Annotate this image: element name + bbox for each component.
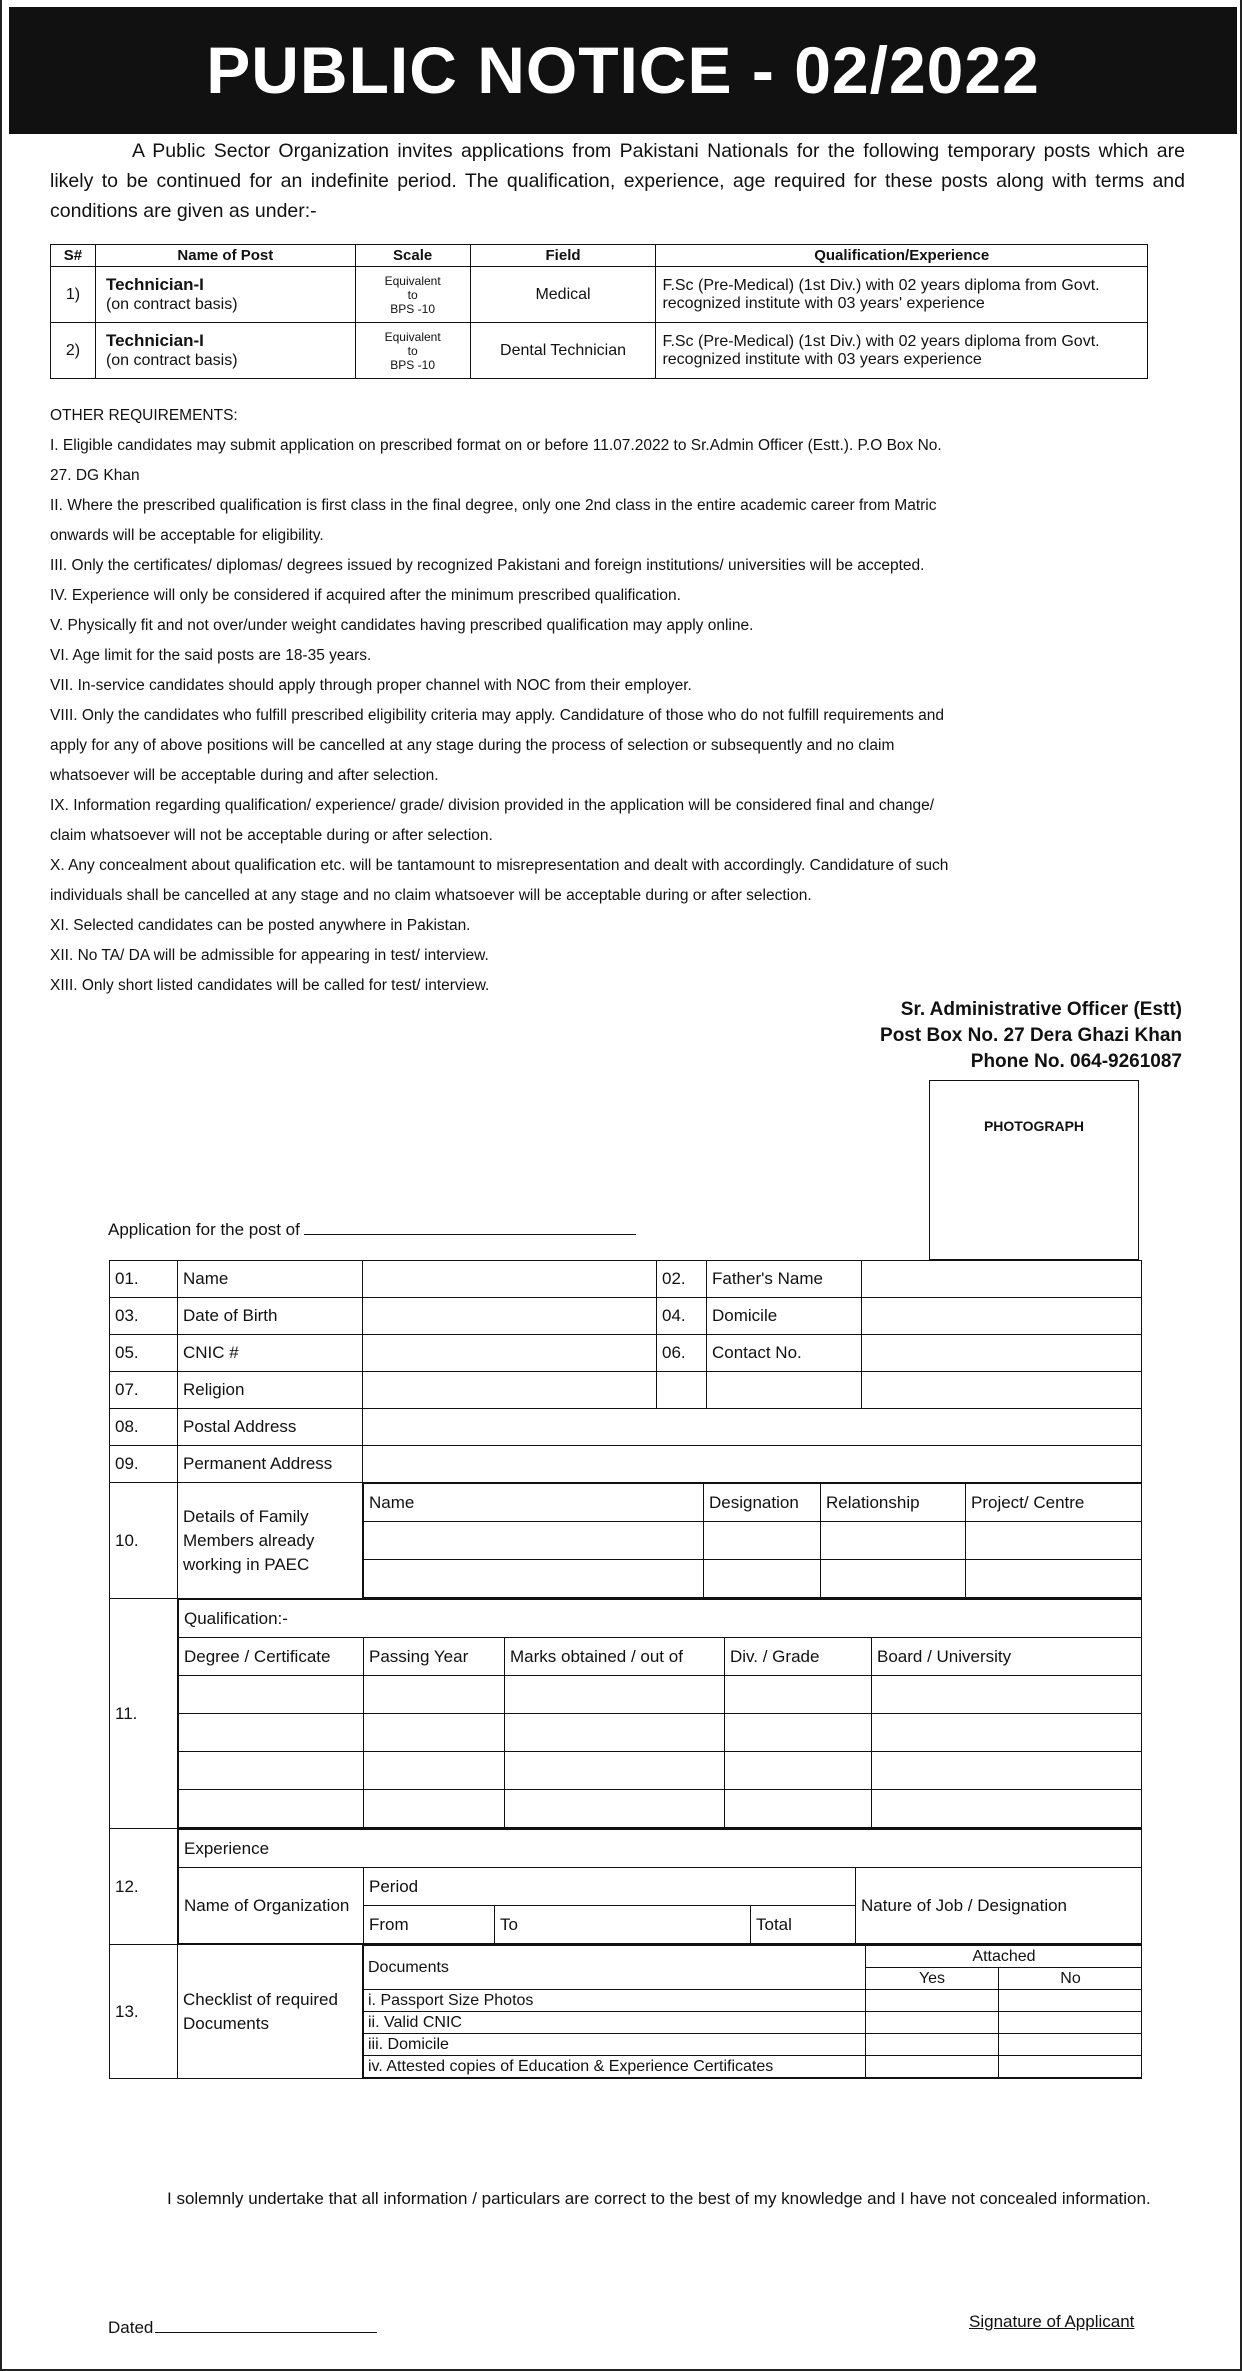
requirement-line: II. Where the prescribed qualification is first class in the final degree, only one 2nd class in the entire academic career from Matric [50,497,937,514]
qual-input-cell[interactable] [505,1676,725,1714]
posts-table [50,244,1148,379]
family-header-designation: Designation [704,1484,821,1522]
posts-header-sno: S# [51,245,96,267]
permanent-address-label: Permanent Address [178,1446,363,1483]
address-line-1: Sr. Administrative Officer (Estt) [900,999,1182,1020]
post-name: Technician-I [105,331,204,350]
posts-header-row [51,245,1148,267]
qualification-table [178,1599,1142,1828]
row-number: 04. [657,1298,707,1335]
requirement-line: VI. Age limit for the said posts are 18-35 years. [50,647,372,664]
doc-no-box[interactable] [999,2012,1142,2034]
row-number: 13. [110,1945,178,2079]
row-number: 10. [110,1483,178,1599]
requirement-line: XII. No TA/ DA will be admissible for appearing in test/ interview. [50,947,489,964]
requirement-line: X. Any concealment about qualification etc. will be tantamount to misrepresentation and dealt with accordingly. Candidature of such [50,857,949,874]
doc-yes-box[interactable] [866,2056,999,2078]
religion-input[interactable] [363,1372,657,1409]
qual-input-cell[interactable] [725,1676,872,1714]
family-input-cell[interactable] [821,1560,966,1598]
post-scale-cell [355,323,470,379]
postal-address-input[interactable] [363,1409,1142,1446]
address-line-2: Post Box No. 27 Dera Ghazi Khan [880,1025,1182,1046]
posts-header-field: Field [470,245,656,267]
qual-input-cell[interactable] [364,1790,505,1828]
cnic-label: CNIC # [178,1335,363,1372]
row-number: 12. [110,1829,178,1945]
post-sno: 2) [51,323,96,379]
qual-header-board: Board / University [872,1638,1142,1676]
empty-cell [657,1372,707,1409]
doc-yes-box[interactable] [866,2034,999,2056]
postal-address-label: Postal Address [178,1409,363,1446]
post-basis: (on contract basis) [105,296,238,313]
requirement-line: IV. Experience will only be considered if acquired after the minimum prescribed qualification. [50,587,681,604]
post-qualification: F.Sc (Pre-Medical) (1st Div.) with 02 years diploma from Govt. recognized institute with 03 years experience [656,323,1148,379]
requirement-line: claim whatsoever will not be acceptable during or after selection. [50,827,493,844]
requirement-line: apply for any of above positions will be cancelled at any stage during the process of selection or subsequently and no claim [50,737,895,754]
application-post-field[interactable] [108,1220,636,1240]
qual-input-cell[interactable] [364,1752,505,1790]
form-row [110,1298,1142,1335]
qual-input-cell[interactable] [872,1790,1142,1828]
qual-input-cell[interactable] [179,1714,364,1752]
domicile-label: Domicile [707,1298,862,1335]
father-name-label: Father's Name [707,1261,862,1298]
family-input-cell[interactable] [364,1560,704,1598]
post-scale-top: Equivalent [384,273,441,288]
qual-input-cell[interactable] [364,1676,505,1714]
post-scale-mid: to [407,343,418,358]
form-row [110,1446,1142,1483]
permanent-address-input[interactable] [363,1446,1142,1483]
cnic-input[interactable] [363,1335,657,1372]
post-scale-bottom: BPS -10 [390,301,435,316]
row-number: 08. [110,1409,178,1446]
post-name-cell [95,267,355,323]
requirement-line: XI. Selected candidates can be posted anywhere in Pakistan. [50,917,471,934]
requirement-line: whatsoever will be acceptable during and after selection. [50,767,439,784]
family-input-cell[interactable] [966,1522,1142,1560]
qual-input-cell[interactable] [364,1714,505,1752]
requirement-line: VIII. Only the candidates who fulfill prescribed eligibility criteria may apply. Candidature of those who do not fulfill requirements and [50,707,945,724]
post-scale-mid: to [407,287,418,302]
contact-input[interactable] [862,1335,1142,1372]
period-label: Period [364,1868,856,1906]
posts-header-name: Name of Post [95,245,355,267]
qual-input-cell[interactable] [872,1752,1142,1790]
document-item: iii. Domicile [364,2034,866,2056]
form-row [110,1409,1142,1446]
empty-cell [707,1372,862,1409]
qual-header-marks: Marks obtained / out of [505,1638,725,1676]
requirements-section [50,401,1190,1001]
experience-table [178,1829,1142,1944]
no-label: No [999,1968,1142,1990]
empty-cell [862,1372,1142,1409]
post-field: Dental Technician [470,323,656,379]
qualification-table-cell [178,1599,1142,1829]
name-input[interactable] [363,1261,657,1298]
family-input-cell[interactable] [704,1560,821,1598]
dob-input[interactable] [363,1298,657,1335]
row-number: 01. [110,1261,178,1298]
qual-input-cell[interactable] [872,1676,1142,1714]
requirement-line: onwards will be acceptable for eligibility. [50,527,324,544]
photograph-label: PHOTOGRAPH [983,1118,1085,1134]
qual-input-cell[interactable] [179,1752,364,1790]
posts-header-scale: Scale [355,245,470,267]
organization-label: Name of Organization [179,1868,364,1944]
post-scale-bottom: BPS -10 [390,357,435,372]
religion-label: Religion [178,1372,363,1409]
doc-no-box[interactable] [999,1990,1142,2012]
form-row-family [110,1483,1142,1599]
family-header-project: Project/ Centre [966,1484,1142,1522]
qual-input-cell[interactable] [505,1752,725,1790]
intro-paragraph: A Public Sector Organization invites applications from Pakistani Nationals for the following temporary posts which are likely to be continued for an indefinite period. The qualification, experience, age required for these posts along with terms and conditions are given as under:- [50,140,1185,222]
requirement-line: V. Physically fit and not over/under weight candidates having prescribed qualification may apply online. [50,617,754,634]
name-label: Name [178,1261,363,1298]
table-row [51,323,1148,379]
qualification-label: Qualification:- [179,1600,1142,1638]
form-row [110,1335,1142,1372]
application-post-label: Application for the post of [108,1220,300,1239]
doc-yes-box[interactable] [866,1990,999,2012]
dated-label: Dated [108,2318,154,2337]
experience-label: Experience [179,1830,1142,1868]
qual-input-cell[interactable] [179,1790,364,1828]
family-members-table-cell [363,1483,1142,1599]
qual-input-cell[interactable] [725,1790,872,1828]
application-form [109,1260,1142,2079]
contact-label: Contact No. [707,1335,862,1372]
form-row [110,1372,1142,1409]
attached-label: Attached [866,1946,1142,1968]
address-line-3: Phone No. 064-9261087 [970,1051,1182,1072]
row-number: 05. [110,1335,178,1372]
qual-input-cell[interactable] [179,1676,364,1714]
form-row-checklist [110,1945,1142,2079]
document-item: iv. Attested copies of Education & Experience Certificates [364,2056,866,2078]
form-row [110,1261,1142,1298]
row-number: 03. [110,1298,178,1335]
document-item: i. Passport Size Photos [364,1990,866,2012]
post-qualification: F.Sc (Pre-Medical) (1st Div.) with 02 years diploma from Govt. recognized institute with 03 years' experience [656,267,1148,323]
to-label[interactable]: To [495,1906,751,1944]
post-name-cell [95,323,355,379]
checklist-label: Checklist of required Documents [178,1945,363,2079]
documents-label: Documents [364,1946,866,1990]
domicile-input[interactable] [862,1298,1142,1335]
qual-header-grade: Div. / Grade [725,1638,872,1676]
requirement-line: I. Eligible candidates may submit application on prescribed format on or before 11.07.2022 to Sr.Admin Officer (Estt.). P.O Box No. [50,437,942,454]
nature-of-job-label: Nature of Job / Designation [856,1868,1142,1944]
row-number: 11. [110,1599,178,1829]
undertaking-text: I solemnly undertake that all information / particulars are correct to the best of my knowledge and I have not concealed information. [167,2189,1151,2208]
family-input-cell[interactable] [704,1522,821,1560]
total-label[interactable]: Total [751,1906,856,1944]
family-input-cell[interactable] [821,1522,966,1560]
doc-no-box[interactable] [999,2056,1142,2078]
form-row-qualification [110,1599,1142,1829]
photograph-box[interactable] [929,1080,1139,1260]
qual-input-cell[interactable] [872,1714,1142,1752]
requirement-line: individuals shall be cancelled at any stage and no claim whatsoever will be acceptable during or after selection. [50,887,812,904]
qual-input-cell[interactable] [505,1714,725,1752]
yes-label: Yes [866,1968,999,1990]
signature-label: Signature of Applicant [969,2312,1135,2331]
form-row-experience [110,1829,1142,1945]
post-field: Medical [470,267,656,323]
qual-input-cell[interactable] [505,1790,725,1828]
post-name: Technician-I [105,275,204,294]
notice-title: PUBLIC NOTICE - 02/2022 [9,7,1237,134]
posts-header-qualification: Qualification/Experience [656,245,1148,267]
row-number: 07. [110,1372,178,1409]
dated-field[interactable] [108,2318,377,2338]
doc-yes-box[interactable] [866,2012,999,2034]
family-header-name: Name [364,1484,704,1522]
row-number: 02. [657,1261,707,1298]
post-scale-top: Equivalent [384,329,441,344]
contact-address [782,997,1182,1075]
family-members-table [363,1483,1142,1598]
family-input-cell[interactable] [966,1560,1142,1598]
family-header-relationship: Relationship [821,1484,966,1522]
row-number: 06. [657,1335,707,1372]
dob-label: Date of Birth [178,1298,363,1335]
requirement-line: VII. In-service candidates should apply through proper channel with NOC from their employer. [50,677,692,694]
requirements-heading: OTHER REQUIREMENTS: [50,407,238,424]
from-label[interactable]: From [364,1906,495,1944]
application-post-line[interactable] [304,1221,636,1235]
doc-no-box[interactable] [999,2034,1142,2056]
checklist-table-cell [363,1945,1142,2079]
qual-header-degree: Degree / Certificate [179,1638,364,1676]
requirement-line: IX. Information regarding qualification/ experience/ grade/ division provided in the application will be considered final and change/ [50,797,935,814]
requirement-line: III. Only the certificates/ diplomas/ degrees issued by recognized Pakistani and foreign institutions/ universities will be accepted. [50,557,925,574]
family-members-label: Details of Family Members already working in PAEC [178,1483,363,1599]
table-row [51,267,1148,323]
requirement-line: XIII. Only short listed candidates will be called for test/ interview. [50,977,490,994]
post-sno: 1) [51,267,96,323]
qual-header-year: Passing Year [364,1638,505,1676]
post-basis: (on contract basis) [105,352,238,369]
father-name-input[interactable] [862,1261,1142,1298]
checklist-table [363,1945,1142,2078]
document-item: ii. Valid CNIC [364,2012,866,2034]
family-input-cell[interactable] [364,1522,704,1560]
experience-table-cell [178,1829,1142,1945]
dated-line[interactable] [155,2321,377,2333]
qual-input-cell[interactable] [725,1714,872,1752]
requirement-line: 27. DG Khan [50,467,140,484]
post-scale-cell [355,267,470,323]
qual-input-cell[interactable] [725,1752,872,1790]
row-number: 09. [110,1446,178,1483]
